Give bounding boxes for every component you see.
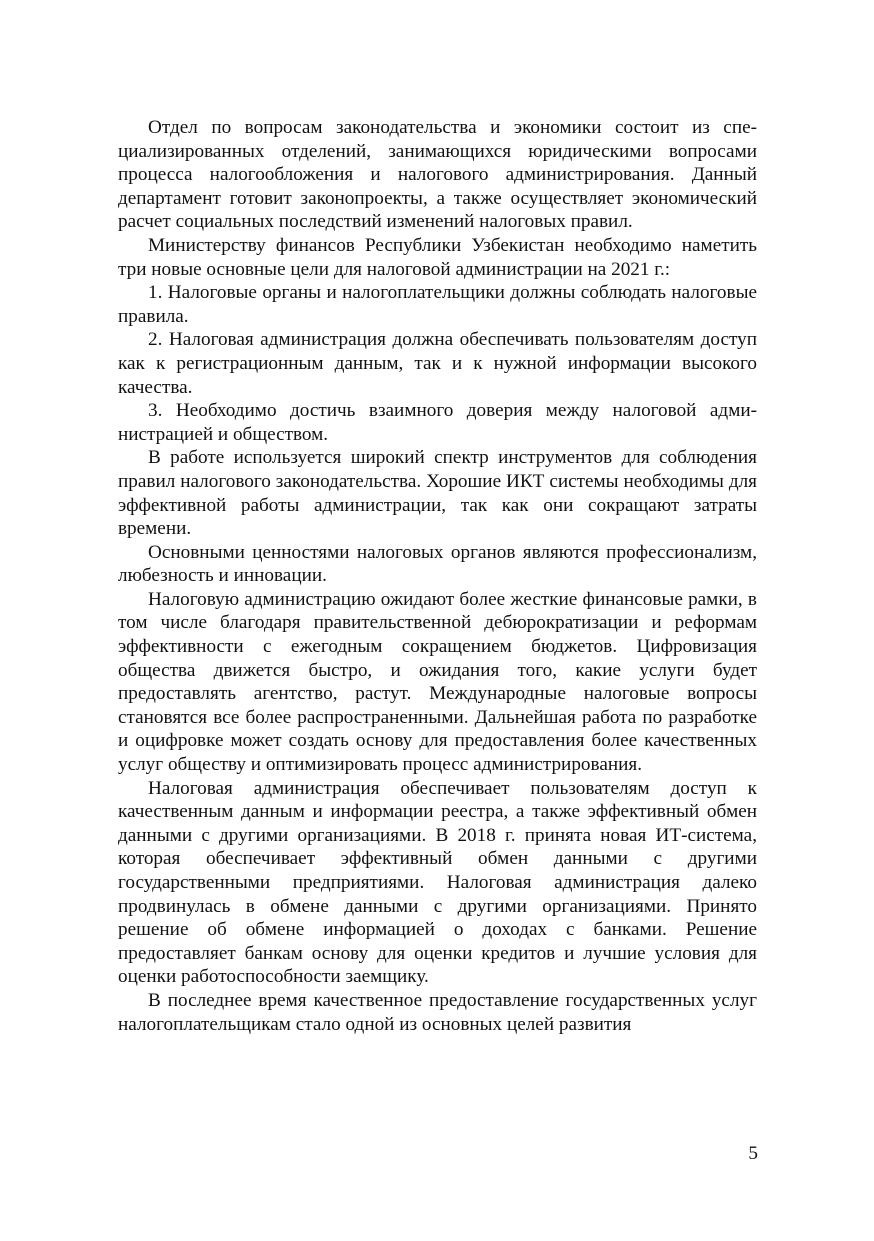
paragraph-compliance-tools: В работе используется широкий спектр инструментов для соблюдения правил налогового законодательства. Хорошие ИКТ системы необходимы для эффективной работы администрации, так как они сокращают затраты времени. [118, 447, 757, 540]
document-body [118, 116, 757, 1036]
paragraph-goal-3: 3. Необходимо достичь взаимного доверия между налоговой администрацией и обществом. [118, 400, 757, 445]
paragraph-public-services: В последнее время качественное предоставление государственных услуг налогоплательщикам стало одной из основных целей развития [118, 989, 757, 1035]
paragraph-core-values: Основными ценностями налоговых органов являются профессионализм, любезность и инновации. [118, 541, 757, 587]
page-number: 5 [748, 1143, 758, 1164]
paragraph-ministry-goals: Министерству финансов Республики Узбекистан необходимо наметить три новые основные цели для налоговой администрации на 2021 г.: [118, 234, 757, 280]
paragraph-legislation-department: Отдел по вопросам законодательства и экономики состоит из специализированных отделений, занимающихся юридическими вопросами процесса налогообложения и налогового администрирования. Данный департамент готовит законопроекты, а также осуществляет экономический расчет социальных последствий изменений налоговых правил. [118, 117, 757, 233]
paragraph-financial-frames: Налоговую администрацию ожидают более жесткие финансовые рамки, в том числе благодаря правительственной дебюрократизации и реформам эффективности с ежегодным сокращением бюджетов. Цифровизация общества движется быстро, и ожидания того, какие услуги будет предоставлять агентство, растут. Международные налоговые вопросы становятся все более распространенными. Дальнейшая работа по разработке и оцифровке может создать основу для предоставления более качественных услуг обществу и оптимизировать процесс администрирования. [118, 588, 757, 776]
paragraph-goal-1: 1. Налоговые органы и налогоплательщики должны соблюдать налоговые правила. [118, 282, 757, 327]
paragraph-data-exchange: Налоговая администрация обеспечивает пользователям доступ к качественным данным и информации реестра, а также эффективный обмен данными с другими организациями. В 2018 г. принята новая ИТ-система, которая обеспечивает эффективный обмен данными с другими государственными предприятиями. Налоговая администрация далеко продвинулась в обмене данными с другими организациями. Принято решение об обмене информацией о доходах с банками. Решение предоставляет банкам основу для оценки кредитов и лучшие условия для оценки работоспособности заемщику. [118, 777, 757, 988]
paragraph-goal-2: 2. Налоговая администрация должна обеспечивать пользователям доступ как к регистрационным данным, так и к нужной информации высокого качества. [118, 329, 757, 398]
